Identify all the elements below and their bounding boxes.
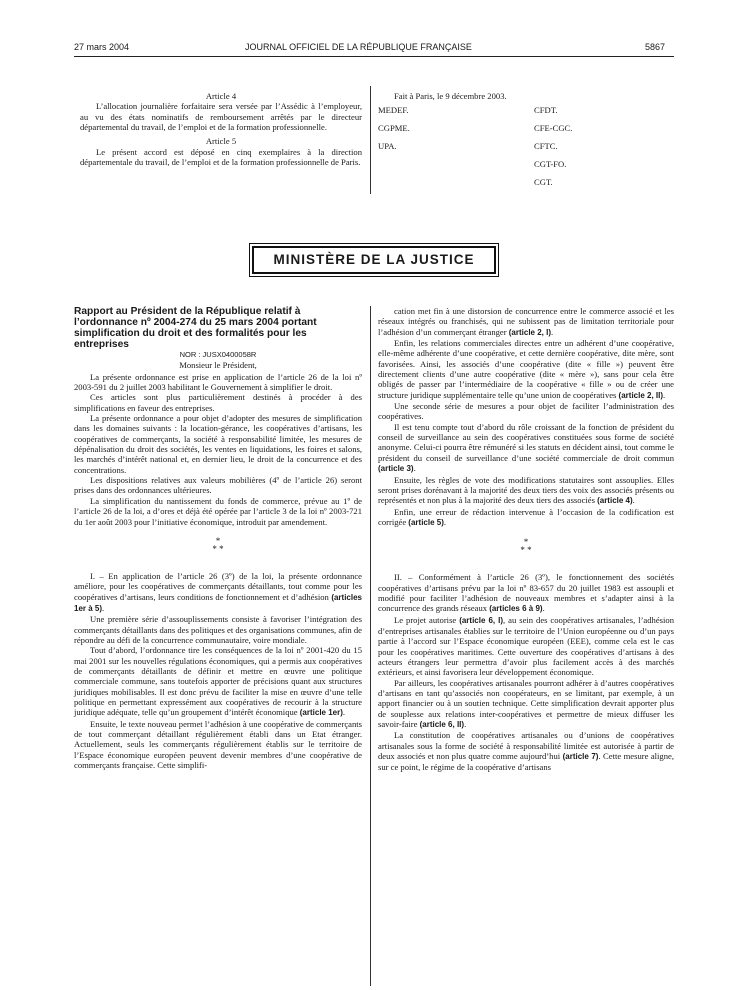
paragraph: Ensuite, le texte nouveau permet l’adhésion à une coopérative de commerçants de tout commerçant détaillant régulièrement établi dans un Etat étranger. Actuellement, seuls les commerçants régulièrement établis sur le territoire de l’Espace économique européen peuvent devenir membres d’une coopérative de commerçants française. Cette simplifi- xyxy=(74,718,362,771)
article-reference: (article 2, I) xyxy=(508,327,552,337)
section-1-intro xyxy=(74,571,362,614)
article-4-text: L’allocation journalière forfaitaire sera versée par l’Assédic à l’employeur, au vu des états nominatifs de remboursement arrêtés par le directeur départemental du travail, de l’emploi et de la formation professionnelle. xyxy=(80,101,362,133)
paragraph: cation met fin à une distorsion de concurrence entre le commerce associé et les réseaux intégrés ou franchisés, qui ne subissent pas de limitation territoriale pour l’adhésion d’un commerçant étranger (article 2, I). xyxy=(378,306,674,337)
paragraph: La constitution de coopératives artisanales ou d’unions de coopératives artisanales sous la forme de société à responsabilité limitée est autorisée à partir de deux associés et non plus quatre comme aujourd’hui (article 7). Cette mesure aligne, sur ce point, le régime de la coopérative d’artisans xyxy=(378,730,674,773)
signatory-name: CFTC. xyxy=(534,141,558,152)
paragraph: Les dispositions relatives aux valeurs mobilières (4º de l’article 26) seront prises dans des ordonnances ultérieures. xyxy=(74,475,362,496)
header-date: 27 mars 2004 xyxy=(74,42,130,52)
signatory-name: MEDEF. xyxy=(378,105,409,116)
paragraph: Une première série d’assouplissements consiste à favoriser l’intégration des commerçants détaillants dans des politiques et des organisations communes, afin de répondre au défi de la concurrence communautaire, voire mondiale. xyxy=(74,614,362,645)
article-reference: (article 2, II) xyxy=(618,390,664,400)
signature-block xyxy=(378,91,678,195)
paragraph: Il est tenu compte tout d’abord du rôle croissant de la fonction de président du conseil de surveillance au sein des coopératives constituées sous forme de société anonyme. Celui-ci pourra être rémunéré si les statuts en décident ainsi, tout comme le président du conseil de surveillance d’une société commerciale de droit commun (article 3). xyxy=(378,421,674,474)
signatory-name: UPA. xyxy=(378,141,397,152)
place-date: Fait à Paris, le 9 décembre 2003. xyxy=(394,91,507,101)
paragraph: Ensuite, les règles de vote des modifications statutaires sont assouplies. Elles seront prises dorénavant à la majorité des deux tiers des voix des associés présents ou représentés et non plus à la majorité des deux tiers des associés (article 4). xyxy=(378,474,674,506)
report-title: Rapport au Président de la République relatif à l’ordonnance nº 2004-274 du 25 mars 2004 portant simplification du droit et des formalités pour les entreprises xyxy=(74,306,317,350)
column-divider-top xyxy=(370,86,371,194)
paragraph: Ces articles sont plus particulièrement destinés à procéder à des simplifications en faveur des entreprises. xyxy=(74,392,362,413)
signatory-row xyxy=(378,123,654,141)
ministry-heading: MINISTÈRE DE LA JUSTICE xyxy=(252,246,496,274)
paragraph: Le projet autorise (article 6, I), au sein des coopératives artisanales, l’adhésion d’entreprises artisanales établies sur le territoire de l’Union européenne ou d’un pays partie à l’accord sur l’Espace économique européen (EEE), comme cela est le cas pour les coopératives maritimes. Cette ouverture des coopératives d’artisans à des acteurs étrangers leur permettra d’avoir plus facilement accès à des marchés extérieurs, et ainsi favorisera leur développement économique. xyxy=(378,614,674,678)
column-divider-main xyxy=(370,306,371,986)
header-rule xyxy=(74,56,674,57)
signatories-table xyxy=(378,105,654,195)
paragraph: Tout d’abord, l’ordonnance tire les conséquences de la loi nº 2001-420 du 15 mai 2001 sur les nouvelles régulations économiques, qui a permis aux coopératives de commerçants détaillants de définir et mettre en œuvre une politique commerciale commune, sans toutefois apporter de précisions quant aux structures juridiques mobilisables. Il est donc prévu de faciliter la mise en œuvre d’une telle politique en permettant expressément aux coopératives de recourir à la structure juridique adéquate, telle qu’un groupement d’intérêt économique (article 1er). xyxy=(74,645,362,718)
left-paragraphs-2 xyxy=(74,614,362,770)
paragraph: Par ailleurs, les coopératives artisanales pourront adhérer à d’autres coopératives d’artisans en tant qu’associés non coopérateurs, en se limitant, par exemple, à un apport financier ou à un soutien technique. Cette simplification devrait apporter plus de souplesse aux relations inter-coopératives et permettre de mieux diffuser les savoir-faire (article 6, II). xyxy=(378,677,674,730)
section-1-articles: (articles 1er à 5) xyxy=(74,592,362,613)
signatory-name: CGPME. xyxy=(378,123,410,134)
top-left-block xyxy=(80,91,362,167)
paragraph: Une seconde série de mesures a pour objet de faciliter l’administration des coopératives. xyxy=(378,401,674,422)
paragraph: II. – Conformément à l’article 26 (3º), le fonctionnement des sociétés coopératives d’artisans prévu par la loi nº 83-657 du 20 juillet 1983 est assoupli et modifié pour faciliter l’adhésion de nouveaux membres et s’adapter ainsi à la concurrence des grands réseaux (articles 6 à 9). xyxy=(378,572,674,614)
article-5-title: Article 5 xyxy=(205,136,237,147)
article-reference: (articles 6 à 9) xyxy=(489,604,543,614)
left-paragraphs xyxy=(74,372,362,527)
paragraph: Enfin, les relations commerciales directes entre un adhérent d’une coopérative, elle-même adhérente d’une coopérative, et cette dernière coopérative, dite mère, sont favorisées. Ainsi, les associés d’une coopérative (dite « fille ») peuvent être directement clients d’une autre coopérative (dite « mère »), sans pour cela être obligés de passer par l’intermédiaire de la coopérative « fille » ou de créer une structure juridique supplémentaire telle qu’une union de coopératives (article 2, II). xyxy=(378,338,674,400)
right-paragraphs-2 xyxy=(378,572,674,773)
salutation: Monsieur le Président, xyxy=(179,360,257,371)
paragraph: Enfin, une erreur de rédaction intervenue à l’occasion de la codification est corrigée (article 5). xyxy=(378,506,674,527)
nor-reference: NOR : JUSX0400058R xyxy=(179,350,257,359)
right-paragraphs xyxy=(378,306,674,528)
journal-title: JOURNAL OFFICIEL DE LA RÉPUBLIQUE FRANÇAISE xyxy=(245,42,472,52)
paragraph: La présente ordonnance a pour objet d’adopter des mesures de simplification dans les domaines suivants : la location-gérance, les coopératives d’artisans, les coopératives de commerçants, la société à responsabilité limitée, les mesures de dépénalisation du droit des sociétés, les ventes en liquidations, les foires et salons, les marchés d’intérêt national et, en dernier lieu, le droit de la concurrence et des concentrations. xyxy=(74,413,362,475)
article-reference: (article 6, I) xyxy=(459,615,504,625)
article-reference: (article 4) xyxy=(597,496,633,506)
article-4-title: Article 4 xyxy=(205,91,237,101)
article-reference: (article 5) xyxy=(408,517,444,527)
signatory-row xyxy=(378,159,654,177)
article-reference: (article 3) xyxy=(378,464,414,474)
signatory-row xyxy=(378,177,654,195)
signatory-name: CGT. xyxy=(534,177,553,188)
signatory-name: CFDT. xyxy=(534,105,558,116)
article-5-text: Le présent accord est déposé en cinq exemplaires à la direction départementale du travail, de l’emploi et de la formation professionnelle de Paris. xyxy=(80,146,362,168)
report-right-column xyxy=(378,306,674,773)
article-reference: (article 7) xyxy=(562,752,599,762)
section-stars-right: * * * xyxy=(520,537,532,556)
signatory-name xyxy=(378,177,534,195)
page-number: 5867 xyxy=(645,42,666,52)
section-stars-left: * * * xyxy=(212,535,224,554)
signatory-row xyxy=(378,141,654,159)
paragraph: La simplification du nantissement du fonds de commerce, prévue au 1º de l’article 26 de la loi, a d’ores et déjà été opérée par l’article 3 de la loi nº 2003-721 du 1er août 2003 pour l’initiative économique, introduit par amendement. xyxy=(74,495,362,527)
paragraph: La présente ordonnance est prise en application de l’article 26 de la loi nº 2003-591 du 2 juillet 2003 habilitant le Gouvernement à simplifier le droit. xyxy=(74,371,362,393)
article-reference: (article 1er) xyxy=(299,708,343,718)
section-1-text: I. – En application de l’article 26 (3º) de la loi, la présente ordonnance améliore, pour les coopératives de commerçants détaillants, tout comme pour les coopératives d’artisans, leurs conditions de fonctionnement et d’adhésion xyxy=(74,570,362,602)
report-left-column xyxy=(74,306,362,770)
signatory-name: CFE-CGC. xyxy=(534,123,573,134)
signatory-row xyxy=(378,105,654,123)
signatory-name: CGT-FO. xyxy=(534,159,567,170)
article-reference: (article 6, II) xyxy=(419,720,465,730)
signatory-name xyxy=(378,159,534,177)
section-1-end: . xyxy=(102,602,105,613)
